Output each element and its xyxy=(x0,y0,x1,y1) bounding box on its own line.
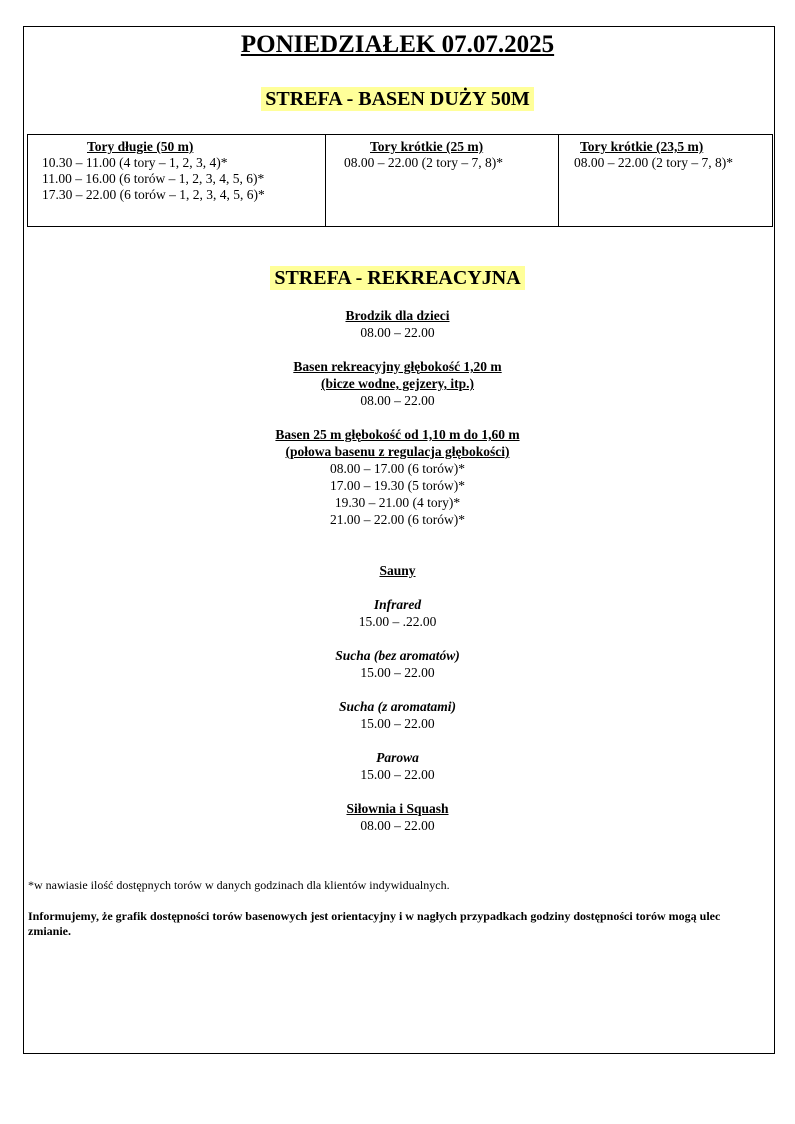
sauna-hours: 15.00 – 22.00 xyxy=(360,716,435,731)
lanes-col-short-23-5 xyxy=(559,135,773,227)
basen-rek-hours: 08.00 – 22.00 xyxy=(360,393,435,408)
sauna-name: Sucha (bez aromatów) xyxy=(335,648,460,663)
basen25-row: 17.00 – 19.30 (5 torów)* xyxy=(330,478,465,493)
zone-title-basen-duzy: STREFA - BASEN DUŻY 50M xyxy=(0,88,795,111)
lanes-col-header: Tory długie (50 m) xyxy=(87,139,194,154)
lanes-col-long xyxy=(28,135,326,227)
basen25-row: 08.00 – 17.00 (6 torów)* xyxy=(330,461,465,476)
basen-rek-title: Basen rekreacyjny głębokość 1,20 m xyxy=(293,359,502,374)
lanes-row: 08.00 – 22.00 (2 tory – 7, 8)* xyxy=(344,155,503,170)
basen25-row: 21.00 – 22.00 (6 torów)* xyxy=(330,512,465,527)
brodzik-title: Brodzik dla dzieci xyxy=(345,308,450,323)
silownia-title: Siłownia i Squash xyxy=(346,801,449,816)
silownia-hours: 08.00 – 22.00 xyxy=(360,818,435,833)
info-notice: Informujemy, że grafik dostępności torów basenowych jest orientacyjny i w nagłych przypadkach godziny dostępności torów mogą ulec zmianie. xyxy=(28,909,721,938)
sauna-name: Parowa xyxy=(376,750,419,765)
sauna-name: Sucha (z aromatami) xyxy=(338,699,457,714)
recreation-section xyxy=(0,307,795,834)
basen25-row: 19.30 – 21.00 (4 tory)* xyxy=(334,495,461,510)
sauna-hours: 15.00 – 22.00 xyxy=(360,767,435,782)
lanes-col-header: Tory krótkie (23,5 m) xyxy=(580,139,704,154)
sauna-hours: 15.00 – .22.00 xyxy=(358,614,437,629)
lanes-table xyxy=(27,134,773,227)
footnote: *w nawiasie ilość dostępnych torów w danych godzinach dla klientów indywidualnych. xyxy=(28,878,450,892)
basen25-subtitle: (połowa basenu z regulacja głębokości) xyxy=(285,444,510,459)
lanes-row: 17.30 – 22.00 (6 torów – 1, 2, 3, 4, 5, 6)* xyxy=(42,187,265,202)
lanes-col-header: Tory krótkie (25 m) xyxy=(370,139,484,154)
basen25-title: Basen 25 m głębokość od 1,10 m do 1,60 m xyxy=(275,427,520,442)
sauna-hours: 15.00 – 22.00 xyxy=(360,665,435,680)
zone-title-rekreacyjna: STREFA - REKREACYJNA xyxy=(0,267,795,290)
sauny-title: Sauny xyxy=(379,563,416,578)
lanes-row: 11.00 – 16.00 (6 torów – 1, 2, 3, 4, 5, 6)* xyxy=(42,171,265,186)
lanes-row: 10.30 – 11.00 (4 tory – 1, 2, 3, 4)* xyxy=(42,155,228,170)
brodzik-hours: 08.00 – 22.00 xyxy=(360,325,435,340)
lanes-row: 08.00 – 22.00 (2 tory – 7, 8)* xyxy=(574,155,733,170)
lanes-col-short-25 xyxy=(326,135,559,227)
basen-rek-subtitle: (bicze wodne, gejzery, itp.) xyxy=(321,376,474,391)
page-title: PONIEDZIAŁEK 07.07.2025 xyxy=(240,31,555,58)
sauna-name: Infrared xyxy=(373,597,422,612)
